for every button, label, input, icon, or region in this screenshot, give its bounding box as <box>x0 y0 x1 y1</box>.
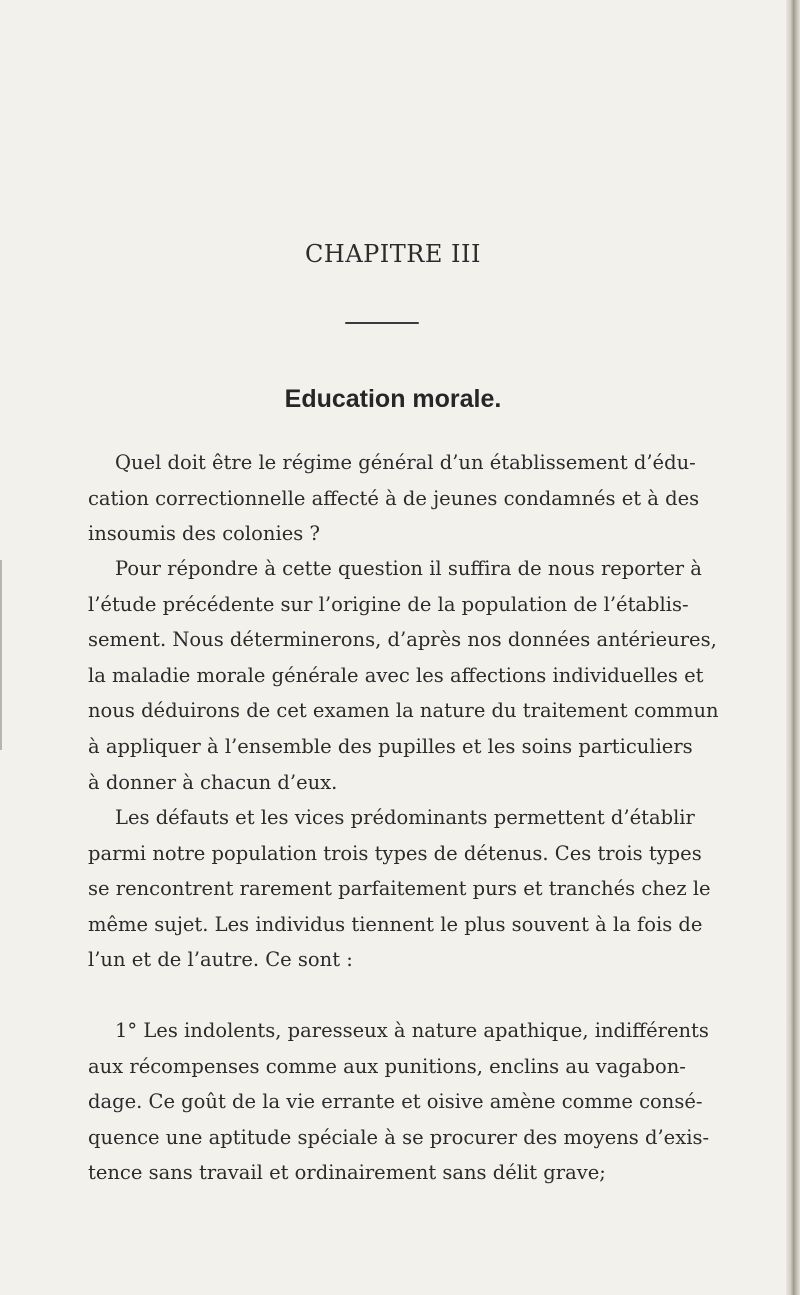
text-line: insoumis des colonies ? <box>88 522 320 546</box>
text-line: l’étude précédente sur l’origine de la population de l’établis- <box>88 592 689 616</box>
paragraph-2 <box>88 551 719 800</box>
text-line: tence sans travail et ordinairement sans délit grave; <box>88 1161 606 1185</box>
text-line: 1° Les indolents, paresseux à nature apathique, indifférents <box>115 1019 709 1042</box>
text-line: dage. Ce goût de la vie errante et oisive amène comme consé- <box>88 1090 703 1114</box>
section-title: Education morale. <box>284 385 502 413</box>
text-line: l’un et de l’autre. Ce sont : <box>88 948 353 972</box>
text-line: à appliquer à l’ensemble des pupilles et les soins particuliers <box>88 734 693 758</box>
chapter-heading: CHAPITRE III <box>305 240 481 268</box>
text-line: se rencontrent rarement parfaitement purs et tranchés chez le <box>88 877 711 901</box>
text-line: Les défauts et les vices prédominants permettent d’établir <box>115 806 695 829</box>
text-line: aux récompenses comme aux punitions, enclins au vagabon- <box>88 1054 686 1078</box>
text-line: quence une aptitude spéciale à se procurer des moyens d’exis- <box>88 1125 710 1149</box>
text-line: la maladie morale générale avec les affections individuelles et <box>88 663 704 687</box>
page-edge <box>786 0 800 1295</box>
text-line: même sujet. Les individus tiennent le plus souvent à la fois de <box>88 912 703 936</box>
text-line: Pour répondre à cette question il suffira de nous reporter à <box>115 557 702 580</box>
text-line: parmi notre population trois types de détenus. Ces trois types <box>88 841 702 865</box>
paragraph-3 <box>88 800 711 978</box>
ornamental-rule <box>345 322 419 324</box>
text-line: sement. Nous déterminerons, d’après nos données antérieures, <box>88 628 717 652</box>
paragraph-1 <box>88 445 700 552</box>
paragraph-4 <box>88 1013 710 1191</box>
text-line: à donner à chacun d’eux. <box>88 770 338 794</box>
text-line: Quel doit être le régime général d’un établissement d’édu- <box>115 451 696 474</box>
margin-mark <box>0 560 2 750</box>
text-line: nous déduirons de cet examen la nature du traitement commun <box>88 699 719 723</box>
text-line: cation correctionnelle affecté à de jeunes condamnés et à des <box>88 486 700 510</box>
